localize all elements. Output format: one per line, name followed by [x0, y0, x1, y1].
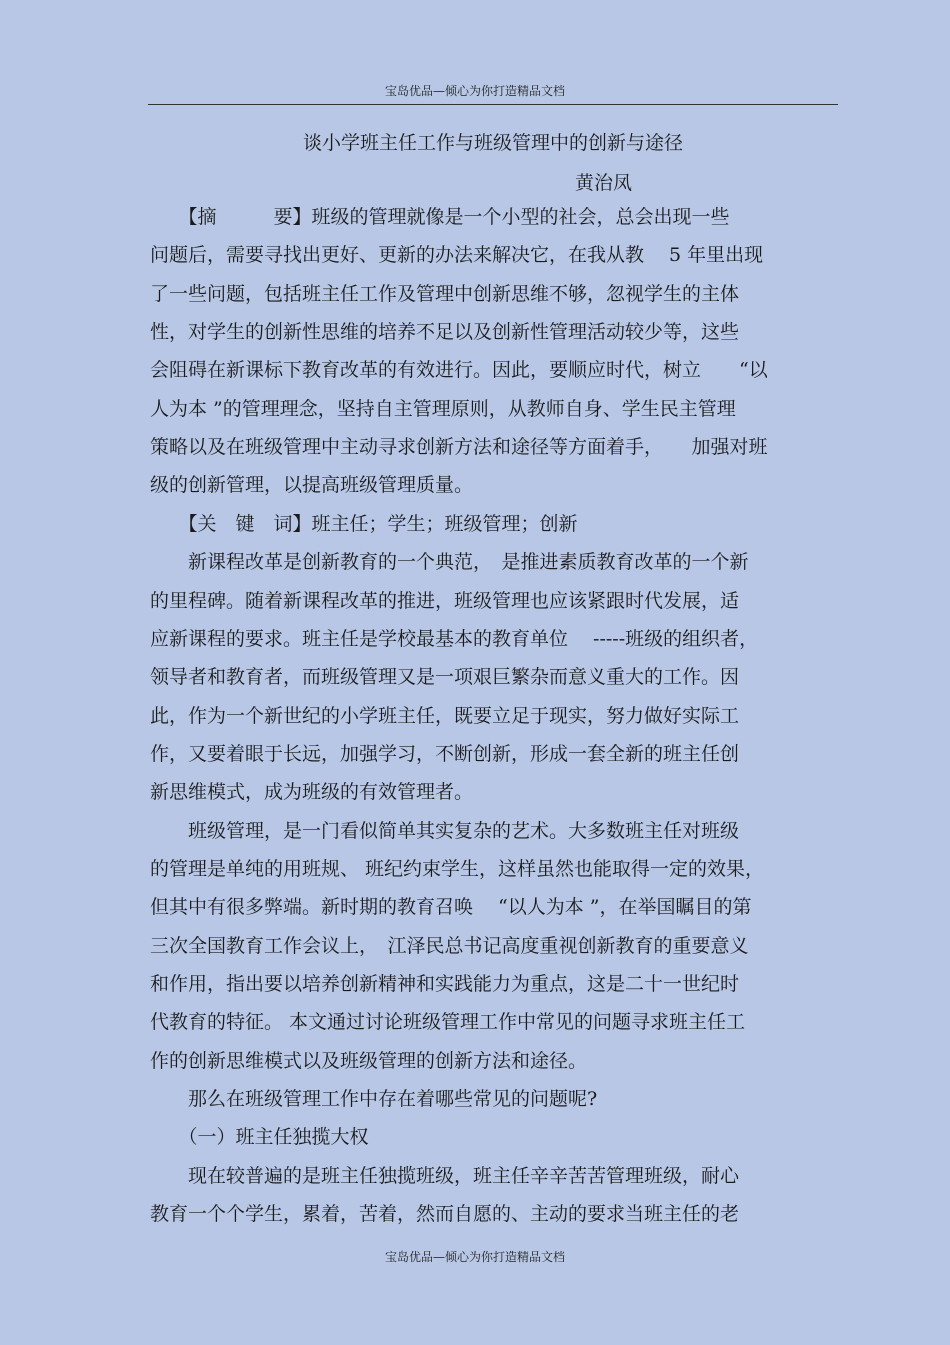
body-line: 性，对学生的创新性思维的培养不足以及创新性管理活动较少等，这些 — [150, 321, 740, 344]
body-line: 班级管理，是一门看似简单其实复杂的艺术。大多数班主任对班级 — [150, 819, 740, 842]
body-line: 策略以及在班级管理中主动寻求创新方法和途径等方面着手， 加强对班 — [150, 436, 768, 459]
body-line: 代教育的特征。 本文通过讨论班级管理工作中常见的问题寻求班主任工 — [150, 1011, 746, 1034]
body-line: 【关 键 词】班主任；学生；班级管理；创新 — [150, 512, 578, 535]
body-line: 新课程改革是创新教育的一个典范， 是推进素质教育改革的一个新 — [150, 551, 749, 574]
body-line: 作的创新思维模式以及班级管理的创新方法和途径。 — [150, 1049, 588, 1072]
body-line: 的管理是单纯的用班规、 班纪约束学生，这样虽然也能取得一定的效果， — [150, 857, 765, 880]
author-name: 黄治凤 — [575, 172, 633, 194]
body-line: 作，又要着眼于长远，加强学习，不断创新，形成一套全新的班主任创 — [150, 742, 740, 765]
body-line: 人为本 ”的管理理念，坚持自主管理原则，从教师自身、学生民主管理 — [150, 397, 736, 420]
body-line: 了一些问题，包括班主任工作及管理中创新思维不够，忽视学生的主体 — [150, 282, 740, 305]
page-footer: 宝岛优品—倾心为你打造精品文档 — [384, 1250, 565, 1264]
body-line: 和作用，指出要以培养创新精神和实践能力为重点，这是二十一世纪时 — [150, 973, 740, 995]
page-header: 宝岛优品—倾心为你打造精品文档 — [384, 84, 565, 98]
document-title: 谈小学班主任工作与班级管理中的创新与途径 — [302, 132, 683, 154]
body-line: 领导者和教育者，而班级管理又是一项艰巨繁杂而意义重大的工作。因 — [150, 666, 740, 689]
header-divider — [148, 104, 838, 105]
body-line: 此，作为一个新世纪的小学班主任，既要立足于现实，努力做好实际工 — [150, 704, 740, 727]
body-line: 但其中有很多弊端。新时期的教育召唤 “以人为本 ”，在举国瞩目的第 — [150, 896, 752, 919]
body-line: 问题后，需要寻找出更好、更新的办法来解决它，在我从教 5 年里出现 — [150, 244, 764, 267]
body-line: 教育一个个学生，累着，苦着，然而自愿的、主动的要求当班主任的老 — [150, 1203, 740, 1226]
body-line: 新思维模式，成为班级的有效管理者。 — [150, 781, 474, 804]
body-line: 现在较普遍的是班主任独揽班级，班主任辛辛苦苦管理班级，耐心 — [150, 1164, 740, 1187]
body-line: （一）班主任独揽大权 — [150, 1126, 369, 1149]
body-line: 会阻碍在新课标下教育改革的有效进行。因此，要顺应时代，树立 “以 — [150, 359, 768, 382]
body-line: 的里程碑。随着新课程改革的推进，班级管理也应该紧跟时代发展，适 — [150, 589, 740, 612]
body-line: 【摘 要】班级的管理就像是一个小型的社会，总会出现一些 — [150, 206, 730, 228]
body-line: 级的创新管理，以提高班级管理质量。 — [150, 474, 474, 497]
body-line: 三次全国教育工作会议上， 江泽民总书记高度重视创新教育的重要意义 — [150, 934, 749, 957]
body-line: 应新课程的要求。班主任是学校最基本的教育单位 -----班级的组织者， — [150, 627, 759, 650]
body-line: 那么在班级管理工作中存在着哪些常见的问题呢? — [150, 1088, 598, 1111]
